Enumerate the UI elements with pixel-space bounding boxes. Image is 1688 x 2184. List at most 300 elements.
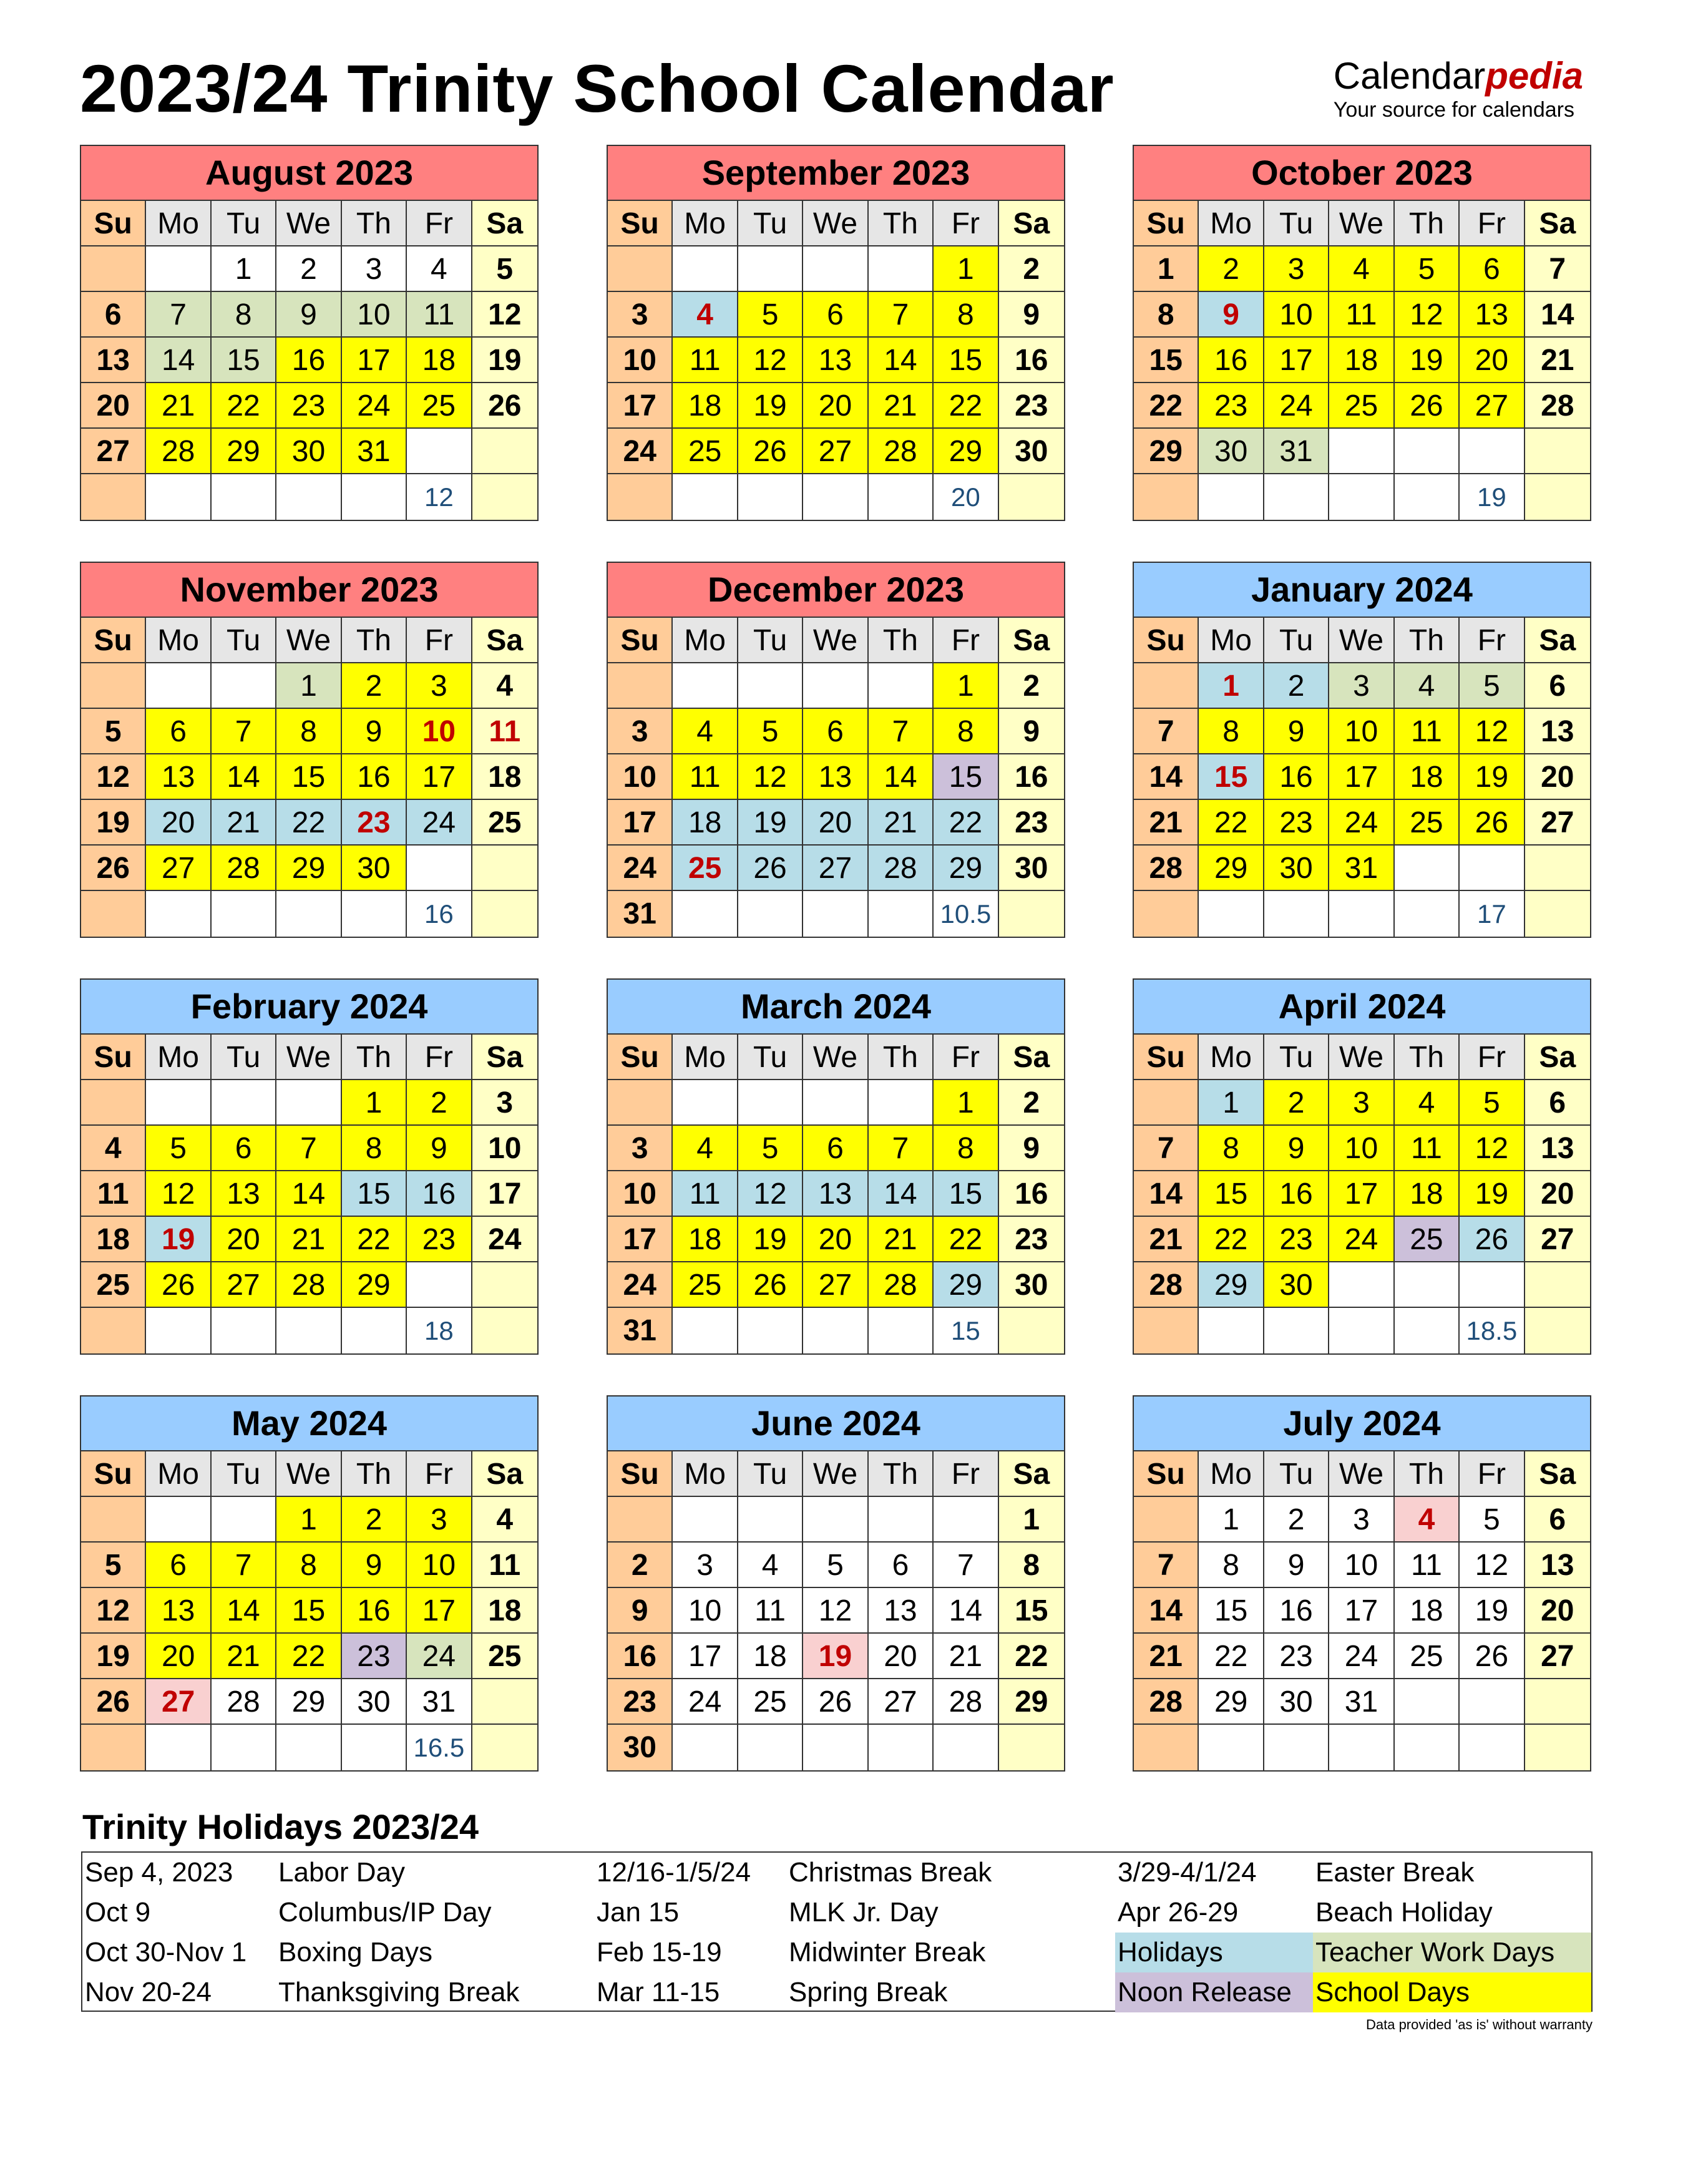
weekday-header: Su [81,1451,146,1497]
day-cell: 15 [342,1171,407,1217]
day-cell: 22 [276,800,341,846]
weekday-header: Fr [407,1451,472,1497]
day-cell: 10 [342,292,407,338]
weekday-header: Th [342,618,407,663]
day-cell: 20 [1525,754,1590,800]
empty-cell [146,891,211,937]
holiday-name: Easter Break [1315,1857,1475,1888]
day-cell: 11 [673,1171,738,1217]
day-cell: 26 [1460,800,1525,846]
day-cell: 10 [608,338,673,383]
day-cell: 10 [673,1588,738,1634]
empty-cell [999,891,1064,937]
school-day-count: 15 [934,1308,998,1353]
day-cell: 9 [999,709,1064,754]
day-cell: 25 [472,1634,537,1679]
day-cell: 22 [276,1634,341,1679]
day-cell: 15 [212,338,276,383]
holiday-name: Beach Holiday [1315,1897,1493,1928]
day-cell: 21 [1525,338,1590,383]
day-cell: 10 [472,1126,537,1171]
weekday-header: Mo [673,201,738,246]
empty-cell [81,891,146,937]
weekday-header: Mo [673,618,738,663]
month-calendar [80,1395,539,1772]
day-cell: 10 [1329,1543,1394,1588]
day-cell: 12 [1460,1543,1525,1588]
empty-cell [1395,1308,1460,1353]
day-cell: 30 [1199,429,1264,474]
day-cell: 25 [1395,1634,1460,1679]
holiday-date: Oct 9 [85,1897,151,1928]
empty-cell [1525,891,1590,937]
day-cell: 22 [342,1217,407,1262]
day-cell: 30 [1264,1262,1329,1308]
day-cell: 7 [869,709,934,754]
empty-cell [81,663,146,709]
weekday-header: Mo [673,1035,738,1080]
day-cell: 31 [407,1679,472,1725]
empty-cell [212,1308,276,1353]
day-cell: 8 [934,709,998,754]
day-cell: 13 [146,754,211,800]
day-cell: 21 [146,383,211,429]
day-cell: 6 [803,709,868,754]
empty-cell [212,474,276,520]
empty-cell [1525,1679,1590,1725]
holiday-name: Thanksgiving Break [278,1977,520,2007]
weekday-header: Tu [1264,1035,1329,1080]
day-cell: 3 [407,663,472,709]
day-cell: 23 [608,1679,673,1725]
empty-cell [803,1308,868,1353]
brand-name: Calendar [1333,55,1486,97]
empty-cell [869,246,934,292]
day-cell: 31 [1329,1679,1394,1725]
empty-cell [276,891,341,937]
day-cell: 5 [146,1126,211,1171]
month-calendar [1133,145,1591,521]
brand-tagline: Your source for calendars [1333,98,1574,122]
day-cell: 20 [803,383,868,429]
day-cell: 26 [1460,1634,1525,1679]
holiday-date: Oct 30-Nov 1 [85,1937,247,1967]
day-cell: 26 [738,429,803,474]
weekday-header: Th [342,201,407,246]
month-title: March 2024 [608,980,1064,1035]
empty-cell [673,891,738,937]
empty-cell [869,1308,934,1353]
holiday-date: Mar 11-15 [597,1977,720,2007]
day-cell: 15 [934,1171,998,1217]
empty-cell [1199,891,1264,937]
empty-cell [869,1080,934,1126]
day-cell: 20 [869,1634,934,1679]
holiday-name: Boxing Days [278,1937,433,1967]
day-cell: 7 [1134,1126,1199,1171]
empty-cell [673,663,738,709]
weekday-header: Tu [738,201,803,246]
empty-cell [1460,1679,1525,1725]
day-cell: 14 [1134,1171,1199,1217]
day-cell: 5 [1460,663,1525,709]
weekday-header: Mo [673,1451,738,1497]
empty-cell [673,1308,738,1353]
holiday-name: Spring Break [789,1977,948,2007]
empty-cell [738,1080,803,1126]
school-day-count: 17 [1460,891,1525,937]
day-cell: 6 [1460,246,1525,292]
day-cell: 8 [1199,1126,1264,1171]
day-cell: 5 [738,1126,803,1171]
day-cell: 24 [342,383,407,429]
day-cell: 18 [1395,754,1460,800]
empty-cell [869,891,934,937]
empty-cell [342,891,407,937]
day-cell: 30 [1264,846,1329,891]
month-calendar [80,978,539,1355]
day-cell: 1 [934,663,998,709]
month-title: May 2024 [81,1397,537,1451]
day-cell: 28 [212,1679,276,1725]
day-cell: 25 [81,1262,146,1308]
day-cell: 8 [934,292,998,338]
holiday-name: Labor Day [278,1857,406,1888]
day-cell: 12 [146,1171,211,1217]
empty-cell [1134,663,1199,709]
day-cell: 6 [1525,1080,1590,1126]
day-cell: 29 [342,1262,407,1308]
day-cell: 5 [1460,1080,1525,1126]
day-cell: 20 [803,1217,868,1262]
day-cell: 3 [608,292,673,338]
day-cell: 4 [81,1126,146,1171]
weekday-header: We [803,1451,868,1497]
day-cell: 20 [803,800,868,846]
day-cell: 2 [342,663,407,709]
day-cell: 20 [81,383,146,429]
day-cell: 1 [1199,1497,1264,1543]
weekday-header: Th [342,1451,407,1497]
empty-cell [999,474,1064,520]
day-cell: 11 [472,709,537,754]
day-cell: 14 [1525,292,1590,338]
day-cell: 28 [1134,1262,1199,1308]
day-cell: 28 [869,429,934,474]
day-cell: 19 [472,338,537,383]
weekday-header: Th [1395,201,1460,246]
day-cell: 1 [276,1497,341,1543]
empty-cell [738,891,803,937]
weekday-header: We [803,618,868,663]
day-cell: 6 [146,709,211,754]
empty-cell [934,1497,998,1543]
weekday-header: Th [1395,1035,1460,1080]
empty-cell [1525,1725,1590,1770]
day-cell: 25 [472,800,537,846]
day-cell: 18 [673,383,738,429]
day-cell: 4 [1395,663,1460,709]
day-cell: 16 [999,754,1064,800]
brand-name-accent: pedia [1485,55,1583,97]
day-cell: 21 [869,1217,934,1262]
empty-cell [407,1262,472,1308]
day-cell: 29 [276,846,341,891]
empty-cell [1525,429,1590,474]
day-cell: 18 [81,1217,146,1262]
weekday-header: Sa [1525,201,1590,246]
day-cell: 10 [1329,709,1394,754]
day-cell: 23 [342,800,407,846]
weekday-header: We [1329,618,1394,663]
empty-cell [1329,429,1394,474]
weekday-header: We [803,201,868,246]
school-day-count: 18.5 [1460,1308,1525,1353]
day-cell: 27 [869,1679,934,1725]
holiday-name: Midwinter Break [789,1937,986,1967]
day-cell: 23 [407,1217,472,1262]
day-cell: 29 [934,1262,998,1308]
day-cell: 8 [1199,709,1264,754]
weekday-header: Fr [407,201,472,246]
month-calendar [607,978,1065,1355]
day-cell: 17 [407,1588,472,1634]
empty-cell [212,891,276,937]
weekday-header: Su [81,201,146,246]
day-cell: 24 [608,429,673,474]
day-cell: 28 [869,1262,934,1308]
day-cell: 1 [212,246,276,292]
day-cell: 9 [1264,1543,1329,1588]
day-cell: 13 [869,1588,934,1634]
empty-cell [1395,1679,1460,1725]
day-cell: 21 [869,383,934,429]
day-cell: 13 [803,338,868,383]
day-cell: 27 [1460,383,1525,429]
weekday-header: Su [608,1451,673,1497]
day-cell: 23 [1264,800,1329,846]
day-cell: 25 [1395,800,1460,846]
weekday-header: Mo [146,618,211,663]
day-cell: 11 [407,292,472,338]
empty-cell [472,429,537,474]
day-cell: 22 [934,800,998,846]
weekday-header: Su [81,1035,146,1080]
empty-cell [146,474,211,520]
holiday-date: Jan 15 [597,1897,680,1928]
day-cell: 6 [803,1126,868,1171]
month-title: February 2024 [81,980,537,1035]
school-day-count: 10.5 [934,891,998,937]
school-day-count: 16 [407,891,472,937]
day-cell: 9 [407,1126,472,1171]
month-calendar [1133,1395,1591,1772]
day-cell: 16 [1199,338,1264,383]
month-title: December 2023 [608,563,1064,618]
empty-cell [608,246,673,292]
day-cell: 19 [803,1634,868,1679]
day-cell: 16 [276,338,341,383]
day-cell: 2 [999,663,1064,709]
day-cell: 8 [1134,292,1199,338]
day-cell: 16 [608,1634,673,1679]
day-cell: 4 [673,292,738,338]
empty-cell [1264,891,1329,937]
empty-cell [1199,1725,1264,1770]
day-cell: 3 [608,1126,673,1171]
day-cell: 8 [999,1543,1064,1588]
empty-cell [738,1497,803,1543]
day-cell: 9 [1264,709,1329,754]
day-cell: 21 [1134,800,1199,846]
empty-cell [472,1308,537,1353]
day-cell: 3 [342,246,407,292]
day-cell: 8 [276,1543,341,1588]
empty-cell [81,1497,146,1543]
day-cell: 20 [1525,1171,1590,1217]
day-cell: 3 [1329,1080,1394,1126]
day-cell: 3 [1329,1497,1394,1543]
holiday-date: Feb 15-19 [597,1937,722,1967]
day-cell: 3 [673,1543,738,1588]
weekday-header: Su [1134,618,1199,663]
day-cell: 30 [608,1725,673,1770]
empty-cell [803,246,868,292]
day-cell: 5 [81,709,146,754]
day-cell: 5 [738,292,803,338]
weekday-header: Th [342,1035,407,1080]
weekday-header: Th [1395,618,1460,663]
weekday-header: Sa [1525,1035,1590,1080]
weekday-header: Fr [934,618,998,663]
holidays-title: Trinity Holidays 2023/24 [82,1807,479,1846]
weekday-header: Sa [999,1035,1064,1080]
weekday-header: We [1329,201,1394,246]
day-cell: 21 [212,800,276,846]
day-cell: 23 [1264,1634,1329,1679]
empty-cell [1329,1308,1394,1353]
holiday-name: Christmas Break [789,1857,992,1888]
day-cell: 11 [1395,1126,1460,1171]
weekday-header: We [276,1451,341,1497]
day-cell: 26 [738,1262,803,1308]
day-cell: 30 [999,846,1064,891]
empty-cell [1199,1308,1264,1353]
day-cell: 2 [276,246,341,292]
month-title: September 2023 [608,146,1064,201]
empty-cell [673,1725,738,1770]
day-cell: 11 [1395,1543,1460,1588]
day-cell: 16 [999,338,1064,383]
day-cell: 18 [1329,338,1394,383]
day-cell: 20 [212,1217,276,1262]
weekday-header: Mo [1199,1035,1264,1080]
holiday-name: Columbus/IP Day [278,1897,492,1928]
empty-cell [869,1725,934,1770]
empty-cell [869,1497,934,1543]
day-cell: 14 [212,754,276,800]
day-cell: 10 [608,1171,673,1217]
day-cell: 14 [146,338,211,383]
day-cell: 28 [1134,1679,1199,1725]
day-cell: 13 [1525,1543,1590,1588]
month-title: August 2023 [81,146,537,201]
day-cell: 15 [1199,1588,1264,1634]
day-cell: 19 [81,1634,146,1679]
empty-cell [608,474,673,520]
empty-cell [999,1725,1064,1770]
empty-cell [342,1308,407,1353]
day-cell: 9 [999,292,1064,338]
day-cell: 29 [1134,429,1199,474]
day-cell: 3 [1329,663,1394,709]
legend-holidays: Holidays [1115,1933,1313,1972]
empty-cell [407,429,472,474]
day-cell: 22 [212,383,276,429]
empty-cell [146,1725,211,1770]
day-cell: 9 [999,1126,1064,1171]
day-cell: 24 [472,1217,537,1262]
empty-cell [1134,474,1199,520]
empty-cell [803,891,868,937]
day-cell: 5 [803,1543,868,1588]
day-cell: 16 [407,1171,472,1217]
day-cell: 15 [1199,754,1264,800]
day-cell: 2 [999,1080,1064,1126]
empty-cell [1460,1725,1525,1770]
weekday-header: Tu [1264,1451,1329,1497]
day-cell: 29 [934,429,998,474]
day-cell: 31 [1329,846,1394,891]
month-calendar [607,1395,1065,1772]
day-cell: 3 [407,1497,472,1543]
empty-cell [1264,1725,1329,1770]
day-cell: 21 [276,1217,341,1262]
empty-cell [1329,1262,1394,1308]
day-cell: 21 [934,1634,998,1679]
footnote: Data provided 'as is' without warranty [1365,2017,1593,2032]
day-cell: 21 [869,800,934,846]
day-cell: 10 [407,1543,472,1588]
brand-logo[interactable] [1334,57,1583,122]
day-cell: 24 [407,800,472,846]
day-cell: 20 [1460,338,1525,383]
empty-cell [276,1080,341,1126]
day-cell: 7 [869,1126,934,1171]
empty-cell [1395,429,1460,474]
month-calendar [80,145,539,521]
empty-cell [472,474,537,520]
day-cell: 8 [1199,1543,1264,1588]
weekday-header: We [803,1035,868,1080]
day-cell: 25 [1395,1217,1460,1262]
empty-cell [1134,1080,1199,1126]
day-cell: 16 [342,1588,407,1634]
empty-cell [212,663,276,709]
day-cell: 1 [1199,663,1264,709]
month-title: April 2024 [1134,980,1590,1035]
day-cell: 17 [1264,338,1329,383]
empty-cell [1525,1262,1590,1308]
day-cell: 15 [999,1588,1064,1634]
weekday-header: Sa [1525,618,1590,663]
empty-cell [1525,1308,1590,1353]
empty-cell [869,663,934,709]
day-cell: 7 [212,1543,276,1588]
day-cell: 26 [1460,1217,1525,1262]
day-cell: 9 [608,1588,673,1634]
day-cell: 4 [673,1126,738,1171]
